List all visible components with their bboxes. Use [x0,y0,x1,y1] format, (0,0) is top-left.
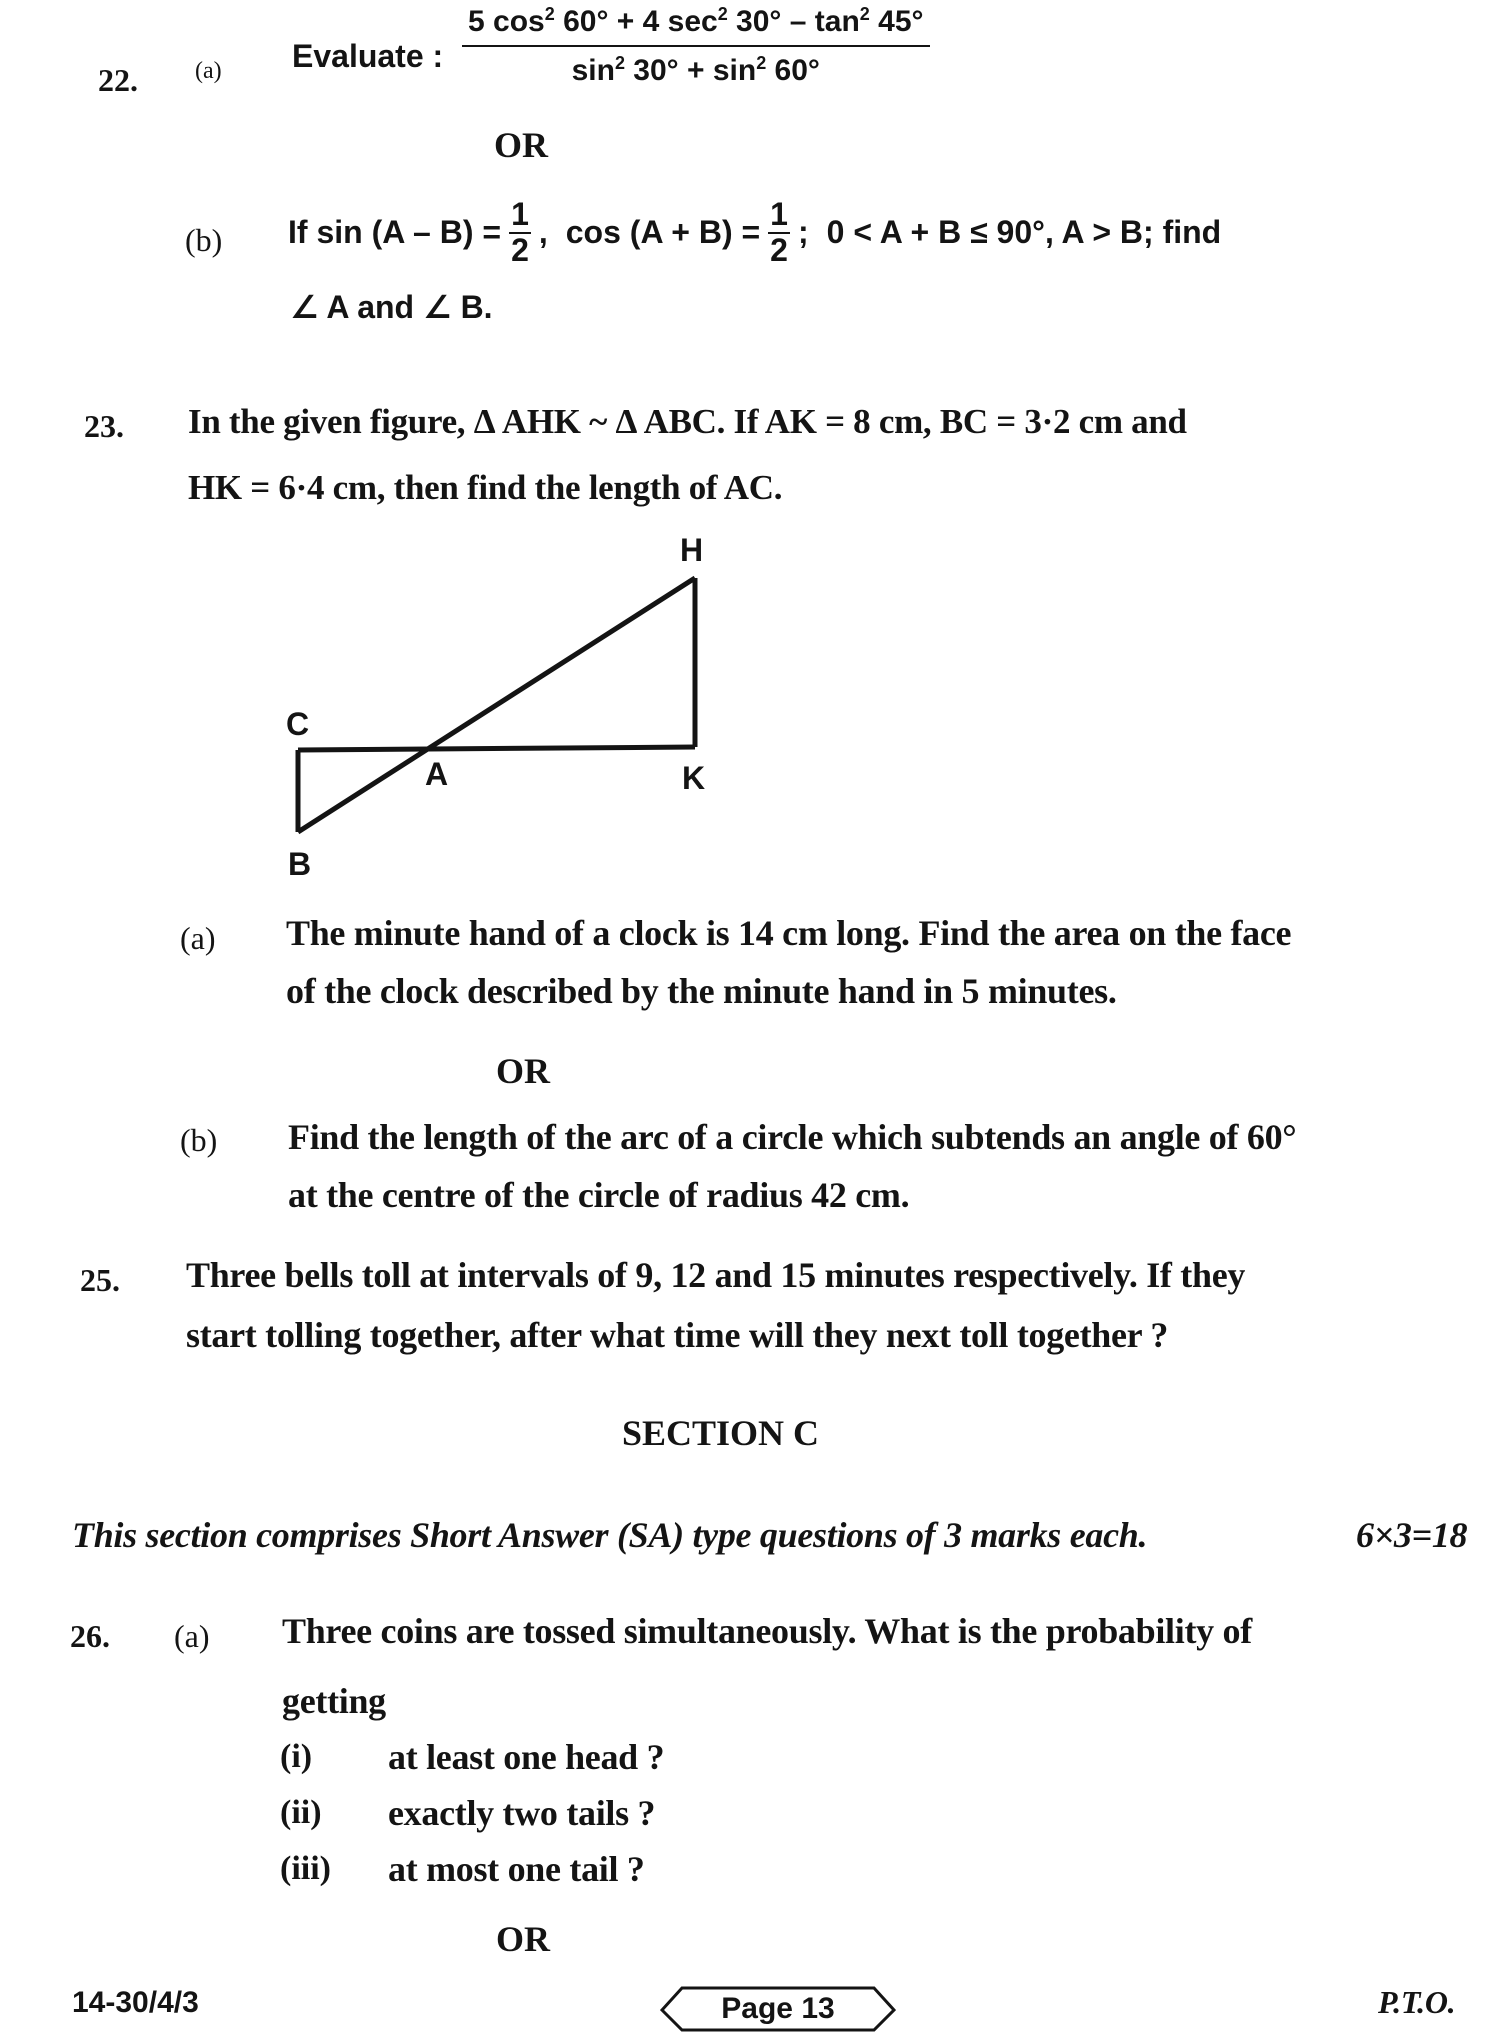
fraction-numerator [462,4,930,47]
q24b-line2: at the centre of the circle of radius 42 cm. [288,1175,910,1215]
comma: , [538,214,548,251]
section-marks: 6×3=18 [1356,1515,1468,1555]
item-label: (iii) [280,1850,331,1887]
exponent: 2 [614,53,625,73]
q23-line2: HK = 6·4 cm, then find the length of AC. [188,468,783,507]
half-fraction [768,198,790,267]
denominator-term: 60° [766,54,820,87]
q22b-text: cos (A + B) = [565,214,761,251]
exponent: 2 [717,4,728,24]
item-text: at least one head ? [388,1737,665,1777]
denominator-term: 30° + sin [624,54,757,87]
q23-line1: In the given figure, Δ AHK ~ Δ ABC. If AK = 8 cm, BC = 3·2 cm and [188,402,1187,441]
label-H: H [680,532,704,568]
exponent: 2 [756,53,767,73]
item-label: (i) [280,1738,313,1775]
label-K: K [682,760,706,796]
label-C: C [286,706,310,742]
numerator-term: 5 cos [468,5,545,38]
question-number-26: 26. [70,1618,110,1654]
line-HB [298,578,695,832]
part-label-a: (a) [174,1618,210,1654]
q22b-line1 [288,198,1221,267]
line-CK [298,747,695,750]
part-label-b: (b) [180,1122,218,1158]
q24a-line1: The minute hand of a clock is 14 cm long. Find the area on the face [286,913,1292,953]
fraction-num: 1 [511,196,529,232]
denominator-term: sin [571,54,615,87]
semicolon: ; [797,214,809,251]
q22b-text: 0 < A + B ≤ 90°, A > B; find [826,214,1222,251]
or-separator-24: OR [496,1051,550,1091]
q25-line2: start tolling together, after what time will they next toll together ? [186,1315,1169,1355]
q26-line2: getting [282,1681,386,1721]
evaluate-label: Evaluate : [292,38,444,74]
part-label-a: (a) [180,920,216,956]
question-number-25: 25. [80,1262,120,1298]
part-label-b: (b) [185,222,223,258]
paper-code: 14-30/4/3 [72,1986,199,2019]
numerator-term: 30° – tan [727,5,860,38]
fraction-den: 2 [511,231,529,268]
part-label-a: (a) [195,58,222,84]
exponent: 2 [859,4,870,24]
q22b-line2: ∠ A and ∠ B. [290,289,493,325]
q25-line1: Three bells toll at intervals of 9, 12 and 15 minutes respectively. If they [186,1255,1246,1295]
or-separator-26: OR [496,1919,550,1959]
section-description: This section comprises Short Answer (SA) type questions of 3 marks each. [72,1515,1148,1555]
question-number-22: 22. [98,62,138,98]
fraction-denominator [572,47,820,88]
label-B: B [288,846,312,882]
label-A: A [425,756,449,792]
page-badge [660,1986,896,2032]
section-title: SECTION C [622,1413,820,1453]
q26-line1: Three coins are tossed simultaneously. What is the probability of [282,1611,1252,1651]
numerator-term: 45° [869,5,924,38]
q24b-line1: Find the length of the arc of a circle which subtends an angle of 60° [288,1117,1297,1157]
q24a-line2: of the clock described by the minute hand in 5 minutes. [286,971,1117,1011]
evaluate-fraction [462,4,930,88]
exponent: 2 [544,4,555,24]
q22b-text: If sin (A – B) = [288,214,502,251]
fraction-num: 1 [770,196,788,232]
page-number: Page 13 [721,1992,835,2025]
item-text: at most one tail ? [388,1849,645,1889]
pto-label: P.T.O. [1378,1984,1456,2020]
or-separator-22: OR [494,125,548,165]
triangle-figure [280,560,730,860]
half-fraction [509,198,531,267]
question-number-23: 23. [84,408,124,444]
item-text: exactly two tails ? [388,1793,656,1833]
fraction-den: 2 [770,231,788,268]
item-label: (ii) [280,1794,322,1831]
numerator-term: 60° + 4 sec [554,5,718,38]
